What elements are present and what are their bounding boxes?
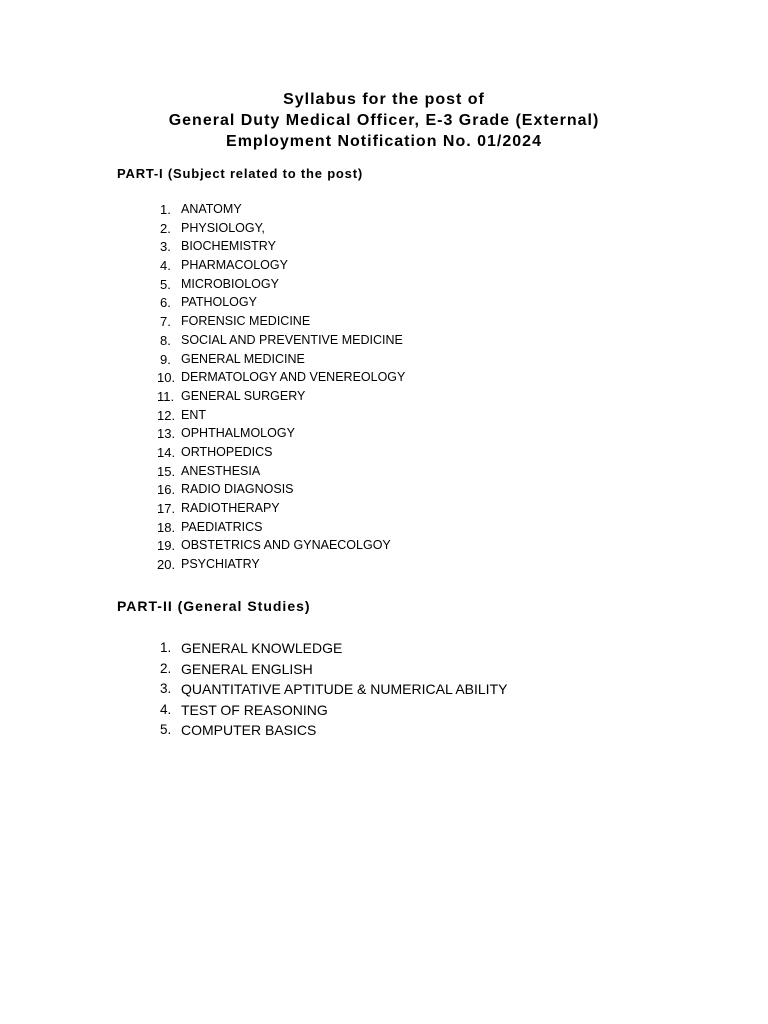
item-label: PHARMACOLOGY	[181, 258, 288, 273]
item-number: 17.	[157, 501, 176, 516]
item-label: PSYCHIATRY	[181, 557, 260, 572]
item-label: ANESTHESIA	[181, 463, 261, 478]
item-label: DERMATOLOGY AND VENEREOLOGY	[181, 370, 406, 385]
item-number: 16.	[157, 482, 176, 498]
item-label: OBSTETRICS AND GYNAECOLGOY	[181, 538, 391, 553]
document-title	[0, 89, 768, 152]
title-line-1: Syllabus for the post of	[283, 91, 485, 108]
item-number: 18.	[157, 519, 176, 535]
item-label: TEST OF REASONING	[181, 701, 328, 718]
item-label: FORENSIC MEDICINE	[181, 314, 311, 329]
item-number: 12.	[157, 407, 176, 423]
item-number: 7.	[160, 314, 171, 330]
item-label: PHYSIOLOGY,	[181, 220, 265, 235]
item-number: 8.	[160, 332, 171, 348]
item-label: ANATOMY	[181, 202, 242, 216]
item-number: 2.	[160, 660, 172, 676]
item-label: RADIOTHERAPY	[181, 501, 280, 515]
item-number: 3.	[160, 239, 171, 255]
item-number: 5.	[160, 722, 172, 737]
item-number: 20.	[157, 557, 176, 573]
item-label: GENERAL MEDICINE	[181, 351, 305, 366]
item-label: MICROBIOLOGY	[181, 276, 279, 291]
item-number: 2.	[160, 220, 171, 236]
item-number: 13.	[157, 426, 176, 442]
item-label: GENERAL ENGLISH	[181, 660, 313, 677]
item-number: 5.	[160, 276, 171, 292]
part1-heading: PART-I (Subject related to the post)	[117, 166, 363, 181]
title-line-3: Employment Notification No. 01/2024	[226, 133, 542, 150]
item-number: 6.	[160, 295, 171, 311]
title-line-2: General Duty Medical Officer, E-3 Grade (External)	[168, 112, 600, 129]
item-number: 3.	[160, 681, 172, 696]
item-number: 1.	[160, 202, 171, 217]
item-label: ENT	[181, 407, 206, 422]
item-label: QUANTITATIVE APTITUDE & NUMERICAL ABILITY	[181, 681, 508, 697]
item-number: 4.	[160, 701, 172, 717]
item-label: GENERAL KNOWLEDGE	[181, 640, 343, 656]
item-label: PATHOLOGY	[181, 295, 257, 310]
item-label: BIOCHEMISTRY	[181, 239, 276, 254]
item-label: ORTHOPEDICS	[181, 444, 273, 459]
item-number: 19.	[157, 538, 176, 554]
item-number: 14.	[157, 444, 176, 460]
item-label: OPHTHALMOLOGY	[181, 426, 295, 441]
item-number: 10.	[157, 370, 176, 386]
item-label: SOCIAL AND PREVENTIVE MEDICINE	[181, 332, 403, 347]
item-label: COMPUTER BASICS	[181, 722, 317, 738]
item-label: PAEDIATRICS	[181, 519, 263, 534]
item-number: 4.	[160, 258, 171, 274]
item-number: 11.	[157, 388, 175, 404]
item-label: GENERAL SURGERY	[181, 388, 306, 403]
part2-heading: PART-II (General Studies)	[117, 598, 311, 614]
item-label: RADIO DIAGNOSIS	[181, 482, 294, 497]
item-number: 15.	[157, 463, 176, 479]
item-number: 1.	[160, 640, 172, 655]
item-number: 9.	[160, 351, 171, 367]
